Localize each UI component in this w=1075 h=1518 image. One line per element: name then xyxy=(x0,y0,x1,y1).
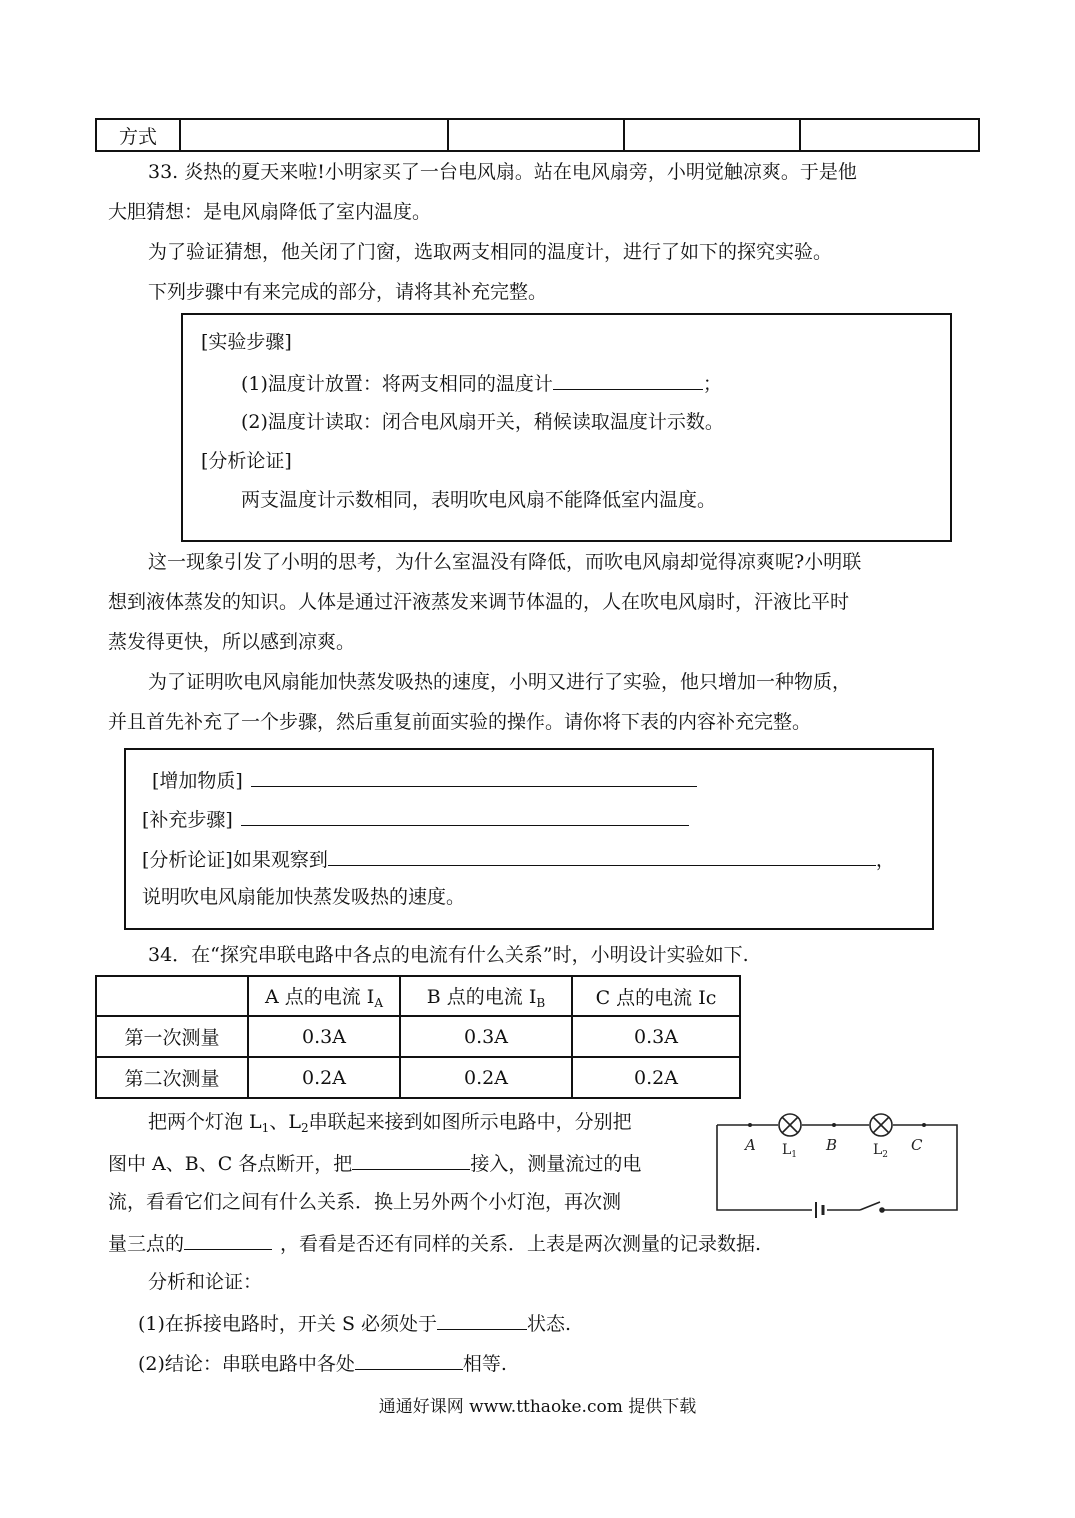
answer-blank[interactable] xyxy=(184,1229,272,1250)
answer-blank[interactable] xyxy=(241,805,689,826)
answer-blank[interactable] xyxy=(352,1149,470,1170)
step-2: (2)温度计读取：闭合电风扇开关，稍候读取温度计示数。 xyxy=(241,411,724,433)
circuit-diagram xyxy=(712,1108,962,1222)
q33-paragraph: 大胆猜想：是电风扇降低了室内温度。 xyxy=(108,201,432,223)
supplement-box xyxy=(124,748,934,930)
add-substance-label: [增加物质] xyxy=(152,770,243,792)
table-header: A 点的电流 $I_A$ xyxy=(248,976,400,1016)
steps-heading: [实验步骤] xyxy=(201,331,292,353)
table-header: B 点的电流 $I_B$ xyxy=(400,976,572,1016)
q34-text: 流，看看它们之间有什么关系．换上另外两个小灯泡，再次测 xyxy=(108,1191,622,1213)
observe-line xyxy=(142,845,895,873)
q34-text: 把两个灯泡 $L_1$、$L_2$串联起来接到如图所示电路中，分别把 xyxy=(148,1111,632,1135)
circuit-label-c: C xyxy=(911,1136,923,1154)
q33-paragraph: 33. 炎热的夏天来啦!小明家买了一台电风扇。站在电风扇旁，小明觉触凉爽。于是他 xyxy=(148,161,857,183)
step-1-end: ； xyxy=(702,373,722,395)
observe-label: [分析论证]如果观察到 xyxy=(142,849,328,871)
page-footer: 通通好课网 www.tthaoke.com 提供下载 xyxy=(378,1397,697,1417)
table-cell: 0.2A xyxy=(248,1057,400,1098)
circuit-label-a: A xyxy=(745,1136,756,1154)
analysis-heading: 分析和论证： xyxy=(148,1271,263,1293)
top-table-cell xyxy=(800,119,979,151)
add-substance-line xyxy=(152,766,697,794)
q33-paragraph: 为了验证猜想，他关闭了门窗，选取两支相同的温度计，进行了如下的探究实验。 xyxy=(148,241,833,263)
step-1-text: (1)温度计放置：将两支相同的温度计 xyxy=(241,373,553,395)
circuit-wire xyxy=(717,1125,812,1210)
table-cell: 第一次测量 xyxy=(96,1016,248,1057)
table-cell: 0.3A xyxy=(248,1016,400,1057)
step-1 xyxy=(241,369,722,397)
top-table-row-label: 方式 xyxy=(96,119,180,151)
answer-blank[interactable] xyxy=(553,369,703,390)
q34-conclusion-1: (1)在拆接电路时，开关 S 必须处于 状态. xyxy=(138,1309,571,1337)
answer-blank[interactable] xyxy=(437,1309,527,1330)
q33-paragraph: 下列步骤中有来完成的部分，请将其补充完整。 xyxy=(148,281,548,303)
analysis-text: 两支温度计示数相同，表明吹电风扇不能降低室内温度。 xyxy=(241,489,717,511)
q34-intro: 34．在“探究串联电路中各点的电流有什么关系”时，小明设计实验如下. xyxy=(148,944,749,966)
table-cell: 第二次测量 xyxy=(96,1057,248,1098)
analysis-heading: [分析论证] xyxy=(201,450,292,472)
table-cell: 0.2A xyxy=(572,1057,740,1098)
bulb-label-l2: $L_2$ xyxy=(873,1142,889,1160)
table-cell: 0.3A xyxy=(572,1016,740,1057)
table-header: C 点的电流 Ic xyxy=(572,976,740,1016)
conclusion-line: 说明吹电风扇能加快蒸发吸热的速度。 xyxy=(142,886,466,908)
observe-end: ， xyxy=(875,849,895,871)
experiment-steps-box xyxy=(181,313,952,542)
switch-icon xyxy=(860,1202,880,1210)
add-step-label: [补充步骤] xyxy=(142,809,233,831)
top-table-cell xyxy=(624,119,800,151)
table-cell: 0.3A xyxy=(400,1016,572,1057)
table-row xyxy=(96,1057,740,1098)
current-table xyxy=(95,975,741,1099)
answer-blank[interactable] xyxy=(328,845,876,866)
add-step-line xyxy=(142,805,689,833)
q33-paragraph: 蒸发得更快，所以感到凉爽。 xyxy=(108,631,356,653)
top-table-cell xyxy=(180,119,448,151)
q33-paragraph: 为了证明吹电风扇能加快蒸发吸热的速度，小明又进行了实验，他只增加一种物质， xyxy=(148,671,852,693)
table-cell: 0.2A xyxy=(400,1057,572,1098)
table-header-empty xyxy=(96,976,248,1016)
q34-conclusion-2: (2)结论：串联电路中各处 相等. xyxy=(138,1349,507,1377)
top-table-cell xyxy=(448,119,624,151)
circuit-label-b: B xyxy=(826,1136,838,1154)
q33-paragraph: 这一现象引发了小明的思考，为什么室温没有降低，而吹电风扇却觉得凉爽呢?小明联 xyxy=(148,551,862,573)
top-table xyxy=(95,118,980,152)
q33-paragraph: 想到液体蒸发的知识。人体是通过汗液蒸发来调节体温的，人在吹电风扇时，汗液比平时 xyxy=(108,591,850,613)
bulb-label-l1: $L_1$ xyxy=(782,1142,798,1160)
answer-blank[interactable] xyxy=(251,766,697,787)
table-row xyxy=(96,1016,740,1057)
q33-paragraph: 并且首先补充了一个步骤，然后重复前面实验的操作。请你将下表的内容补充完整。 xyxy=(108,711,812,733)
answer-blank[interactable] xyxy=(355,1349,463,1370)
q34-text: 图中 A、B、C 各点断开，把 接入，测量流过的电 xyxy=(108,1149,641,1177)
q34-text: 量三点的 ，看看是否还有同样的关系．上表是两次测量的记录数据. xyxy=(108,1229,761,1257)
